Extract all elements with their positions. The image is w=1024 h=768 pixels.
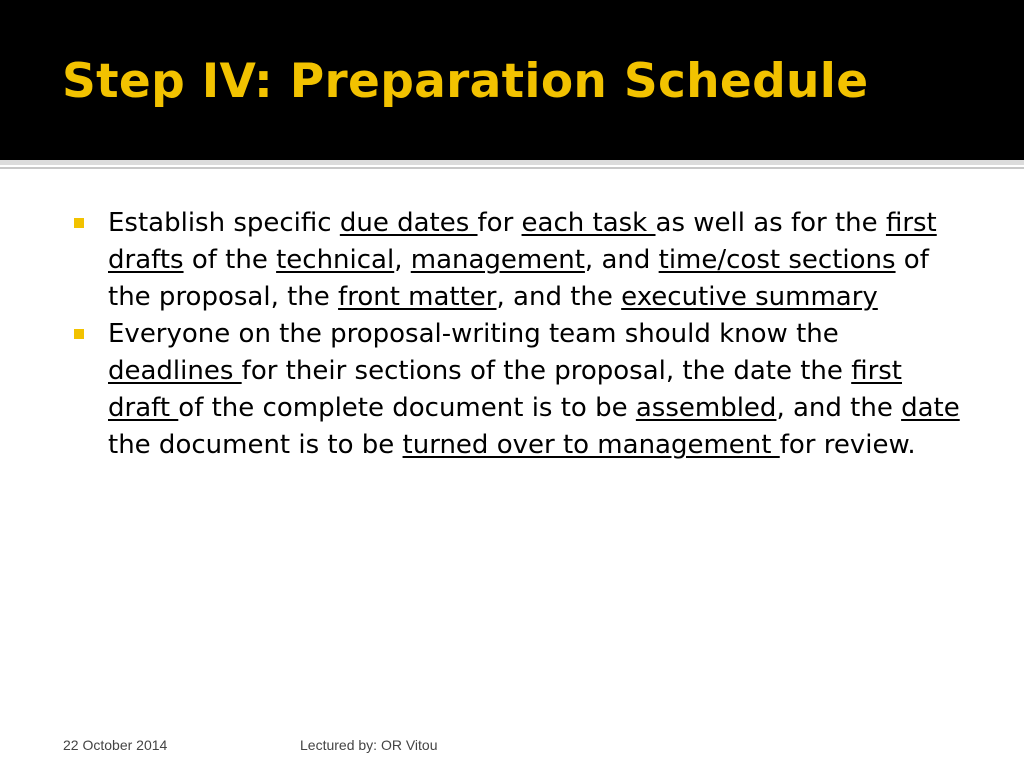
underlined-term: time/cost sections bbox=[658, 245, 896, 275]
text-run: , and bbox=[584, 245, 659, 275]
bullet-list bbox=[72, 205, 972, 464]
underlined-term: due dates bbox=[339, 208, 478, 238]
bullet-text bbox=[108, 208, 937, 312]
footer-author: Lectured by: OR Vitou bbox=[300, 737, 438, 753]
underlined-term: assembled bbox=[635, 393, 777, 423]
text-run: Establish specific bbox=[108, 208, 340, 238]
underlined-term: executive summary bbox=[621, 282, 878, 312]
text-run: the document is to be bbox=[108, 430, 403, 460]
underlined-term: management bbox=[410, 245, 585, 275]
bullet-item-due-dates bbox=[72, 205, 972, 316]
text-run: , and the bbox=[496, 282, 622, 312]
title-divider-thick bbox=[0, 160, 1024, 165]
underlined-term: front matter bbox=[338, 282, 497, 312]
underlined-term: first drafts bbox=[108, 208, 937, 275]
underlined-term: technical bbox=[276, 245, 395, 275]
text-run: Everyone on the proposal-writing team should know the bbox=[108, 319, 839, 349]
text-run: of the bbox=[183, 245, 277, 275]
text-run: of the complete document is to be bbox=[178, 393, 636, 423]
title-divider-thin bbox=[0, 167, 1024, 169]
text-run: for bbox=[477, 208, 522, 238]
square-bullet-icon bbox=[74, 329, 84, 339]
text-run: for review. bbox=[779, 430, 916, 460]
text-run: for their sections of the proposal, the date the bbox=[241, 356, 852, 386]
underlined-term: turned over to management bbox=[402, 430, 780, 460]
bullet-item-deadlines bbox=[72, 316, 972, 464]
text-run: , bbox=[394, 245, 411, 275]
underlined-term: date bbox=[901, 393, 960, 423]
title-bar bbox=[0, 0, 1024, 160]
text-run: , and the bbox=[776, 393, 902, 423]
footer-date: 22 October 2014 bbox=[63, 737, 168, 753]
slide-title: Step IV: Preparation Schedule bbox=[62, 54, 869, 109]
underlined-term: deadlines bbox=[108, 356, 242, 386]
underlined-term: each task bbox=[521, 208, 656, 238]
underlined-term: first draft bbox=[108, 356, 902, 423]
text-run: of the proposal, the bbox=[108, 245, 929, 312]
square-bullet-icon bbox=[74, 218, 84, 228]
bullet-text bbox=[108, 319, 960, 460]
text-run: as well as for the bbox=[655, 208, 886, 238]
